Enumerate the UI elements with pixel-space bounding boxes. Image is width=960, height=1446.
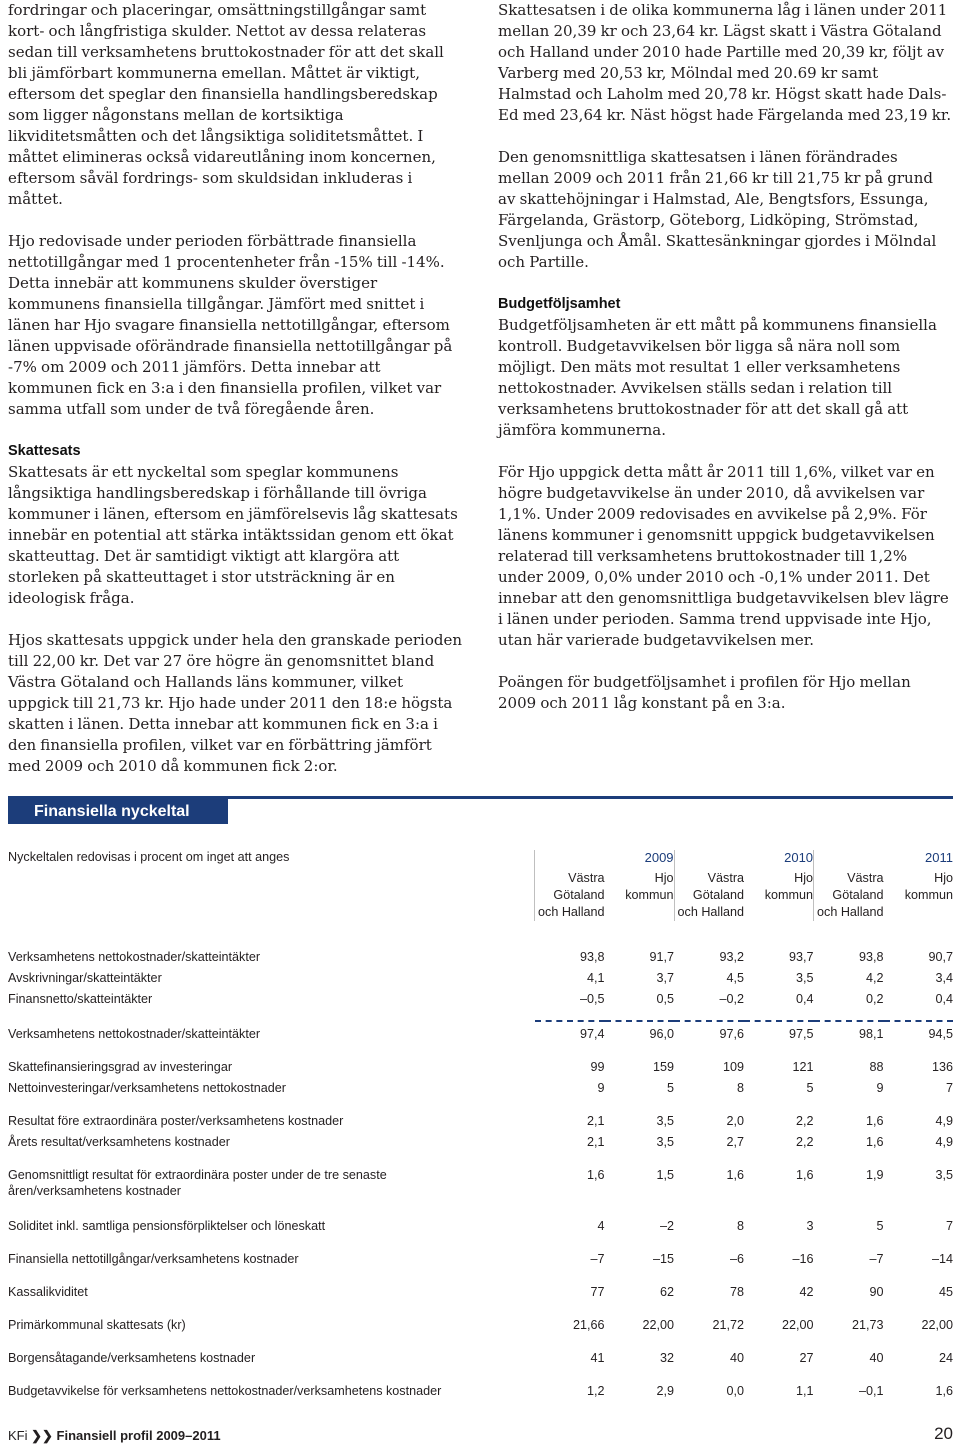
row-label: Resultat före extraordinära poster/verksamhetens kostnader	[8, 1114, 344, 1128]
row-value: 8	[737, 1219, 745, 1233]
key-figures-table	[8, 850, 953, 1404]
table-row	[8, 1218, 953, 1239]
right-paragraph-2: Den genomsnittliga skattesatsen i länen förändrades mellan 2009 och 2011 från 21,66 kr till 21,75 kr på grund av skattehöjningar i Halmstad, Ale, Bengtsfors, Essunga, Färgelanda, Grästorp, Göteborg, Lidköping, Strömstad, Svenljunga och Åmål. Skattesänkningar gjordes i Mölndal och Partille.	[498, 148, 937, 271]
row-value: 3,5	[796, 971, 814, 985]
row-value: 40	[730, 1351, 745, 1365]
row-value: 1,6	[587, 1168, 605, 1182]
table-row	[8, 1059, 953, 1080]
row-value: 99	[590, 1060, 605, 1074]
row-value: 41	[590, 1351, 605, 1365]
row-value: 78	[730, 1285, 745, 1299]
subheader-vg	[674, 870, 744, 921]
table-row	[8, 1284, 953, 1305]
row-value: –0,1	[859, 1384, 884, 1398]
heading-skattesats: Skattesats	[8, 443, 81, 459]
row-value: 93,2	[719, 950, 745, 964]
row-value: 42	[799, 1285, 814, 1299]
row-value: 22,00	[782, 1318, 814, 1332]
left-column	[8, 0, 463, 798]
table-row	[8, 970, 953, 991]
row-value: 109	[723, 1060, 745, 1074]
row-label: Genomsnittligt resultat för extraordinära poster under de tre senaste åren/verksamhetens kostnader	[8, 1168, 387, 1198]
subheader-hjo	[884, 870, 953, 921]
table-row	[8, 1383, 953, 1404]
row-value: 1,6	[796, 1168, 814, 1182]
row-value: 93,8	[859, 950, 884, 964]
row-value: –15	[653, 1252, 675, 1266]
row-label: Finansnetto/skatteintäkter	[8, 992, 153, 1006]
left-paragraph-1: fordringar och placeringar, omsättningstillgångar samt kort- och långfristiga skulder. Nettot av dessa relateras sedan till verksamhetens bruttokostnader för att det skall bli jämförbart kommunerna emellan. Måttet är viktigt, eftersom det speglar den finansiella handlingsberedskap som ligger någonstans mellan de kortsiktiga likviditetsmåtten och det långsiktiga soliditetsmåttet. I måttet elimineras också vidareutlåning inom koncernen, eftersom såväl fordrings- som skuldsidan inkluderas i måttet.	[8, 1, 444, 208]
row-value: 3,7	[656, 971, 675, 985]
row-value: 0,5	[656, 992, 675, 1006]
table-row	[8, 1113, 953, 1134]
chevron-double-icon: ❯❯	[31, 1428, 53, 1443]
table-row	[8, 1167, 953, 1206]
table-row	[8, 1080, 953, 1101]
row-value: 1,1	[796, 1384, 814, 1398]
row-value: 0,4	[935, 992, 953, 1006]
row-value: –2	[660, 1219, 675, 1233]
row-label: Verksamhetens nettokostnader/skatteintäkter	[8, 1027, 261, 1041]
row-value: 159	[653, 1060, 675, 1074]
row-value: 94,5	[928, 1027, 953, 1041]
table-row	[8, 1350, 953, 1371]
row-value: –0,5	[580, 992, 605, 1006]
row-value: 2,1	[587, 1114, 605, 1128]
row-value: –16	[792, 1252, 814, 1266]
row-value: 90,7	[928, 950, 953, 964]
row-value: 97,5	[789, 1027, 814, 1041]
row-value: 21,72	[712, 1318, 745, 1332]
row-value: 2,7	[726, 1135, 745, 1149]
row-value: 5	[667, 1081, 675, 1095]
table-row	[8, 991, 953, 1012]
row-value: 7	[945, 1219, 953, 1233]
row-value: 3,4	[935, 971, 953, 985]
row-value: 32	[660, 1351, 675, 1365]
row-value: 7	[945, 1081, 953, 1095]
subheader-hjo-text: Hjo kommun	[625, 871, 674, 902]
row-value: 45	[938, 1285, 953, 1299]
year-header-2009: 2009	[535, 850, 675, 870]
row-value: 1,6	[935, 1384, 953, 1398]
right-paragraph-4: För Hjo uppgick detta mått år 2011 till 1,6%, vilket var en högre budgetavvikelse än under 2010, då avvikelsen var 1,1%. Under 2009 redovisades en avvikelse på 2,9%. För länens kommuner i genomsnitt uppgick budgetavvikelsen relaterad till verksamhetens bruttokostnader till 1,2% under 2009, 0,0% under 2010 och -0,1% under 2011. Det innebar att den genomsnittliga budgetavvikelsen blev lägre i länen under perioden. Samma trend uppvisade inte Hjo, utan här varierade budgetavvikelsen mer.	[498, 463, 949, 649]
row-value: 5	[876, 1219, 884, 1233]
row-value: 62	[660, 1285, 675, 1299]
row-label: Årets resultat/verksamhetens kostnader	[8, 1135, 230, 1149]
row-value: 97,4	[580, 1027, 605, 1041]
row-value: –7	[869, 1252, 884, 1266]
row-value: 0,0	[726, 1384, 745, 1398]
row-value: 4,9	[935, 1114, 953, 1128]
row-label: Primärkommunal skattesats (kr)	[8, 1318, 186, 1332]
subheader-vg-text: Västra Götaland och Halland	[677, 871, 745, 919]
row-label: Soliditet inkl. samtliga pensionsförpliktelser och löneskatt	[8, 1219, 326, 1233]
row-label: Skattefinansieringsgrad av investeringar	[8, 1060, 233, 1074]
table-row	[8, 1134, 953, 1155]
row-label: Budgetavvikelse för verksamhetens nettokostnader/verksamhetens kostnader	[8, 1384, 442, 1398]
footer-title: Finansiell profil 2009–2011	[56, 1428, 221, 1443]
page-number: 20	[934, 1424, 953, 1443]
row-value: 93,7	[789, 950, 814, 964]
row-value: 9	[876, 1081, 884, 1095]
table-row	[8, 1026, 953, 1047]
row-value: 1,6	[866, 1114, 884, 1128]
row-value: 9	[597, 1081, 605, 1095]
row-value: 0,4	[796, 992, 814, 1006]
row-value: 8	[737, 1081, 745, 1095]
row-value: 77	[590, 1285, 605, 1299]
left-paragraph-3: Skattesats är ett nyckeltal som speglar kommunens långsiktiga handlingsberedskap i förhållande till övriga kommuner i länen, eftersom en jämförelsevis låg skattesats innebär en potential att stärka intäktssidan genom ett ökat skatteuttag. Det är samtidigt viktigt att klargöra att storleken på skatteuttaget i stor utsträckning är en ideologisk fråga.	[8, 463, 458, 607]
row-value: 1,5	[656, 1168, 675, 1182]
section-title: Finansiella nyckeltal	[8, 799, 228, 824]
table-row	[8, 1317, 953, 1338]
subheader-vg-text: Västra Götaland och Halland	[538, 871, 605, 919]
row-value: 24	[938, 1351, 953, 1365]
row-value: 88	[869, 1060, 884, 1074]
row-value: 3	[806, 1219, 814, 1233]
row-value: 1,6	[726, 1168, 745, 1182]
row-value: 3,5	[935, 1168, 953, 1182]
row-value: 40	[869, 1351, 884, 1365]
row-label: Finansiella nettotillgångar/verksamhetens kostnader	[8, 1252, 299, 1266]
row-value: 21,66	[573, 1318, 605, 1332]
row-value: 2,1	[587, 1135, 605, 1149]
subheader-hjo	[744, 870, 814, 921]
row-value: 22,00	[642, 1318, 675, 1332]
row-value: 97,6	[719, 1027, 745, 1041]
row-value: 91,7	[649, 950, 675, 964]
right-paragraph-5: Poängen för budgetföljsamhet i profilen för Hjo mellan 2009 och 2011 låg konstant på en 3:a.	[498, 673, 911, 712]
page-footer	[8, 1424, 953, 1446]
row-value: 4,2	[866, 971, 884, 985]
row-value: 0,2	[866, 992, 884, 1006]
row-value: 93,8	[580, 950, 605, 964]
row-value: 96,0	[649, 1027, 675, 1041]
left-paragraph-2: Hjo redovisade under perioden förbättrade finansiella nettotillgångar med 1 procentenheter från -15% till -14%. Detta innebär att kommunens skulder överstiger kommunens finansiella tillgångar. Jämfört med snittet i länen har Hjo svagare finansiella nettotillgångar, eftersom länen uppvisade oförändrade finansiella nettotillgångar på -7% om 2009 och 2011 jämförs. Detta innebar att kommunen fick en 3:a i den finansiella profilen, vilket var samma utfall som under de två föregående åren.	[8, 232, 453, 418]
row-value: 121	[792, 1060, 814, 1074]
subheader-vg	[814, 870, 884, 921]
section-header-bar	[8, 796, 953, 827]
subheader-hjo-text: Hjo kommun	[764, 871, 814, 902]
row-label: Verksamhetens nettokostnader/skatteintäkter	[8, 950, 261, 964]
row-label: Kassalikviditet	[8, 1285, 88, 1299]
table-caption: Nyckeltalen redovisas i procent om inget att anges	[8, 850, 290, 864]
right-paragraph-1: Skattesatsen i de olika kommunerna låg i länen under 2011 mellan 20,39 kr och 23,64 kr. Lägst skatt i Västra Götaland och Halland under 2010 hade Partille med 20,39 kr, följt av Varberg med 20,53 kr, Mölndal med 20.69 kr samt Halmstad och Laholm med 20,78 kr. Högst skatt hade Dals-Ed med 23,64 kr. Näst högst hade Färgelanda med 23,19 kr.	[498, 1, 952, 124]
right-column	[498, 0, 953, 735]
subheader-hjo	[605, 870, 675, 921]
subheader-hjo-text: Hjo kommun	[904, 871, 953, 902]
row-value: 4	[597, 1219, 605, 1233]
row-value: 136	[931, 1060, 953, 1074]
row-value: 2,0	[726, 1114, 745, 1128]
table-body	[8, 921, 953, 1404]
row-value: 4,1	[587, 971, 605, 985]
row-value: 98,1	[859, 1027, 884, 1041]
row-value: 2,9	[656, 1384, 675, 1398]
heading-budgetfoljsamhet: Budgetföljsamhet	[498, 296, 621, 312]
year-header-2010: 2010	[674, 850, 814, 870]
subheader-vg	[535, 870, 605, 921]
row-value: –0,2	[719, 992, 745, 1006]
row-value: 3,5	[656, 1114, 675, 1128]
subheader-vg-text: Västra Götaland och Halland	[817, 871, 884, 919]
row-value: 22,00	[921, 1318, 953, 1332]
year-header-2011: 2011	[814, 850, 953, 870]
row-value: 2,2	[796, 1135, 814, 1149]
row-value: –7	[590, 1252, 605, 1266]
dashed-separator	[8, 1012, 953, 1021]
row-value: –6	[730, 1252, 745, 1266]
footer-brand	[8, 1428, 221, 1444]
row-label: Nettoinvesteringar/verksamhetens nettokostnader	[8, 1081, 286, 1095]
table-row	[8, 1251, 953, 1272]
row-value: 1,6	[866, 1135, 884, 1149]
row-value: 1,9	[866, 1168, 884, 1182]
left-paragraph-4: Hjos skattesats uppgick under hela den granskade perioden till 22,00 kr. Det var 27 öre högre än genomsnittet bland Västra Götaland och Hallands läns kommuner, vilket uppgick till 21,73 kr. Hjo hade under 2011 den 18:e högsta skatten i länen. Detta innebar att kommunen fick en 3:a i den finansiella profilen, vilket var en förbättring jämfört med 2009 och 2010 då kommunen fick 2:or.	[8, 631, 463, 775]
row-value: 90	[869, 1285, 884, 1299]
row-label: Avskrivningar/skatteintäkter	[8, 971, 162, 985]
row-value: 3,5	[656, 1135, 675, 1149]
row-value: 4,5	[726, 971, 745, 985]
row-label: Borgensåtagande/verksamhetens kostnader	[8, 1351, 256, 1365]
row-value: 1,2	[587, 1384, 605, 1398]
row-value: 2,2	[796, 1114, 814, 1128]
row-value: –14	[931, 1252, 953, 1266]
row-value: 5	[806, 1081, 814, 1095]
table-row	[8, 949, 953, 970]
right-paragraph-3: Budgetföljsamheten är ett mått på kommunens finansiella kontroll. Budgetavvikelsen bör ligga så nära noll som möjligt. Den mäts mot resultat 1 eller verksamhetens nettokostnader. Avvikelsen ställs sedan i relation till verksamhetens bruttokostnader för att det skall gå att jämföra kommunerna.	[498, 316, 937, 439]
row-value: 21,73	[852, 1318, 884, 1332]
row-value: 4,9	[935, 1135, 953, 1149]
footer-brand-prefix: KFi	[8, 1428, 28, 1443]
row-value: 27	[799, 1351, 814, 1365]
